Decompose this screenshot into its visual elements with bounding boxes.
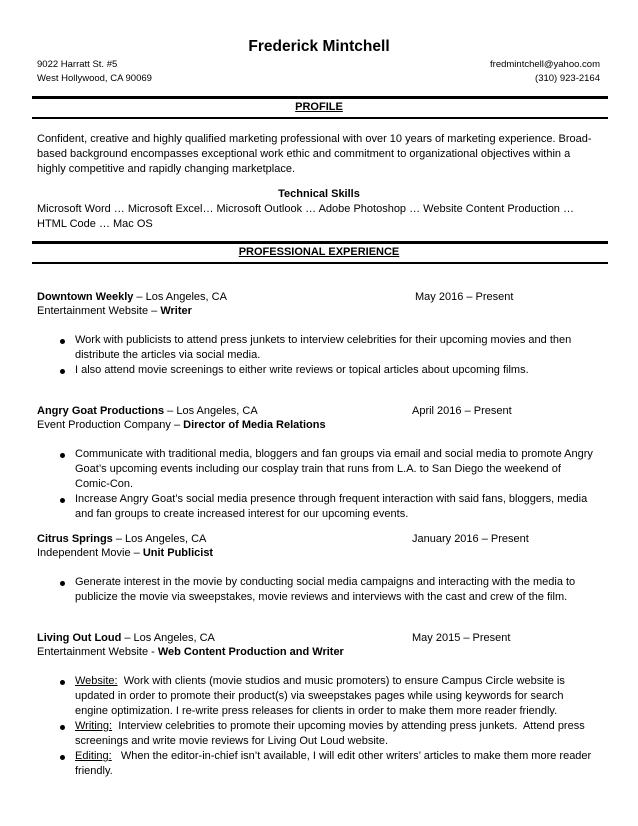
section-rule-bottom	[32, 117, 608, 119]
job-title: Entertainment Website – Writer	[37, 305, 192, 317]
profile-heading: PROFILE	[295, 101, 343, 113]
list-item: Generate interest in the movie by conducting social media campaigns and interacting with the media to publicize the movie via sweepstakes, movie reviews and interviews with the cast and crew of the film.	[37, 575, 597, 605]
bullet-icon	[60, 339, 65, 344]
phone: (310) 923-2164	[535, 73, 600, 84]
job-dates: May 2016 – Present	[415, 291, 514, 303]
job-bullets	[37, 575, 597, 605]
resume-name: Frederick Mintchell	[248, 38, 390, 55]
bullet-icon	[60, 369, 65, 374]
list-item: Editing: When the editor-in-chief isn’t available, I will edit other writers’ articles to make them more reader friendly.	[37, 749, 597, 779]
address-line-1: 9022 Harratt St. #5	[37, 59, 118, 70]
address-line-2: West Hollywood, CA 90069	[37, 73, 152, 84]
bullet-icon	[60, 680, 65, 685]
list-item: I also attend movie screenings to either write reviews or topical articles about upcoming films.	[37, 363, 597, 378]
job-header: Living Out Loud – Los Angeles, CA	[37, 632, 215, 644]
job-bullets	[37, 447, 597, 522]
job-bullets	[37, 333, 597, 378]
bullet-icon	[60, 581, 65, 586]
bullet-icon	[60, 453, 65, 458]
profile-summary: Confident, creative and highly qualified marketing professional with over 10 years of marketing experience. Broad-based background encompasses exceptional work ethic and commitment to organizational objectives within a highly competitive and rapidly changing marketplace.	[37, 133, 592, 175]
job-header: Downtown Weekly – Los Angeles, CA	[37, 291, 227, 303]
company-name: Citrus Springs	[37, 533, 113, 545]
bullet-label: Editing:	[75, 750, 112, 762]
bullet-icon	[60, 725, 65, 730]
list-item: Increase Angry Goat’s social media presence through frequent interaction with said fans, bloggers, media and fan groups to create increased interest for our upcoming events.	[37, 492, 597, 522]
section-rule-bottom	[32, 262, 608, 264]
job-title: Event Production Company – Director of Media Relations	[37, 419, 326, 431]
email: fredmintchell@yahoo.com	[490, 59, 600, 70]
bullet-label: Writing:	[75, 720, 113, 732]
list-item: Work with publicists to attend press junkets to interview celebrities for their upcoming movies and then distribute the articles via social media.	[37, 333, 597, 363]
section-rule-top	[32, 96, 608, 99]
job-header: Angry Goat Productions – Los Angeles, CA	[37, 405, 258, 417]
job-title: Independent Movie – Unit Publicist	[37, 547, 214, 559]
skills-heading: Technical Skills	[278, 188, 360, 200]
job-title: Entertainment Website - Web Content Production and Writer	[37, 646, 344, 658]
company-name: Angry Goat Productions	[37, 405, 165, 417]
job-bullets	[37, 674, 597, 779]
job-dates: May 2015 – Present	[412, 632, 511, 644]
company-name: Downtown Weekly	[37, 291, 134, 303]
bullet-label: Website:	[75, 675, 118, 687]
job-dates: January 2016 – Present	[412, 533, 529, 545]
skills-list: Microsoft Word … Microsoft Excel… Microsoft Outlook … Adobe Photoshop … Website Content Production … HTML Code … Mac OS	[37, 203, 574, 230]
experience-heading: PROFESSIONAL EXPERIENCE	[238, 246, 400, 258]
section-rule-top	[32, 241, 608, 244]
company-name: Living Out Loud	[37, 632, 122, 644]
bullet-icon	[60, 498, 65, 503]
list-item: Writing: Interview celebrities to promote their upcoming movies by attending press junkets. Attend press screenings and write movie reviews for Living Out Loud website.	[37, 719, 597, 749]
list-item: Communicate with traditional media, bloggers and fan groups via email and social media to promote Angry Goat’s upcoming events including our cosplay train that runs from L.A. to San Diego the weekend of Comic-Con.	[37, 447, 597, 492]
job-header: Citrus Springs – Los Angeles, CA	[37, 533, 207, 545]
job-dates: April 2016 – Present	[412, 405, 512, 417]
list-item: Website: Work with clients (movie studios and music promoters) to ensure Campus Circle website is updated in order to promote their product(s) via sweepstakes pages while using keywords for search engine optimization. I re-write press releases for clients in order to make them more reader friendly.	[37, 674, 597, 719]
bullet-icon	[60, 755, 65, 760]
